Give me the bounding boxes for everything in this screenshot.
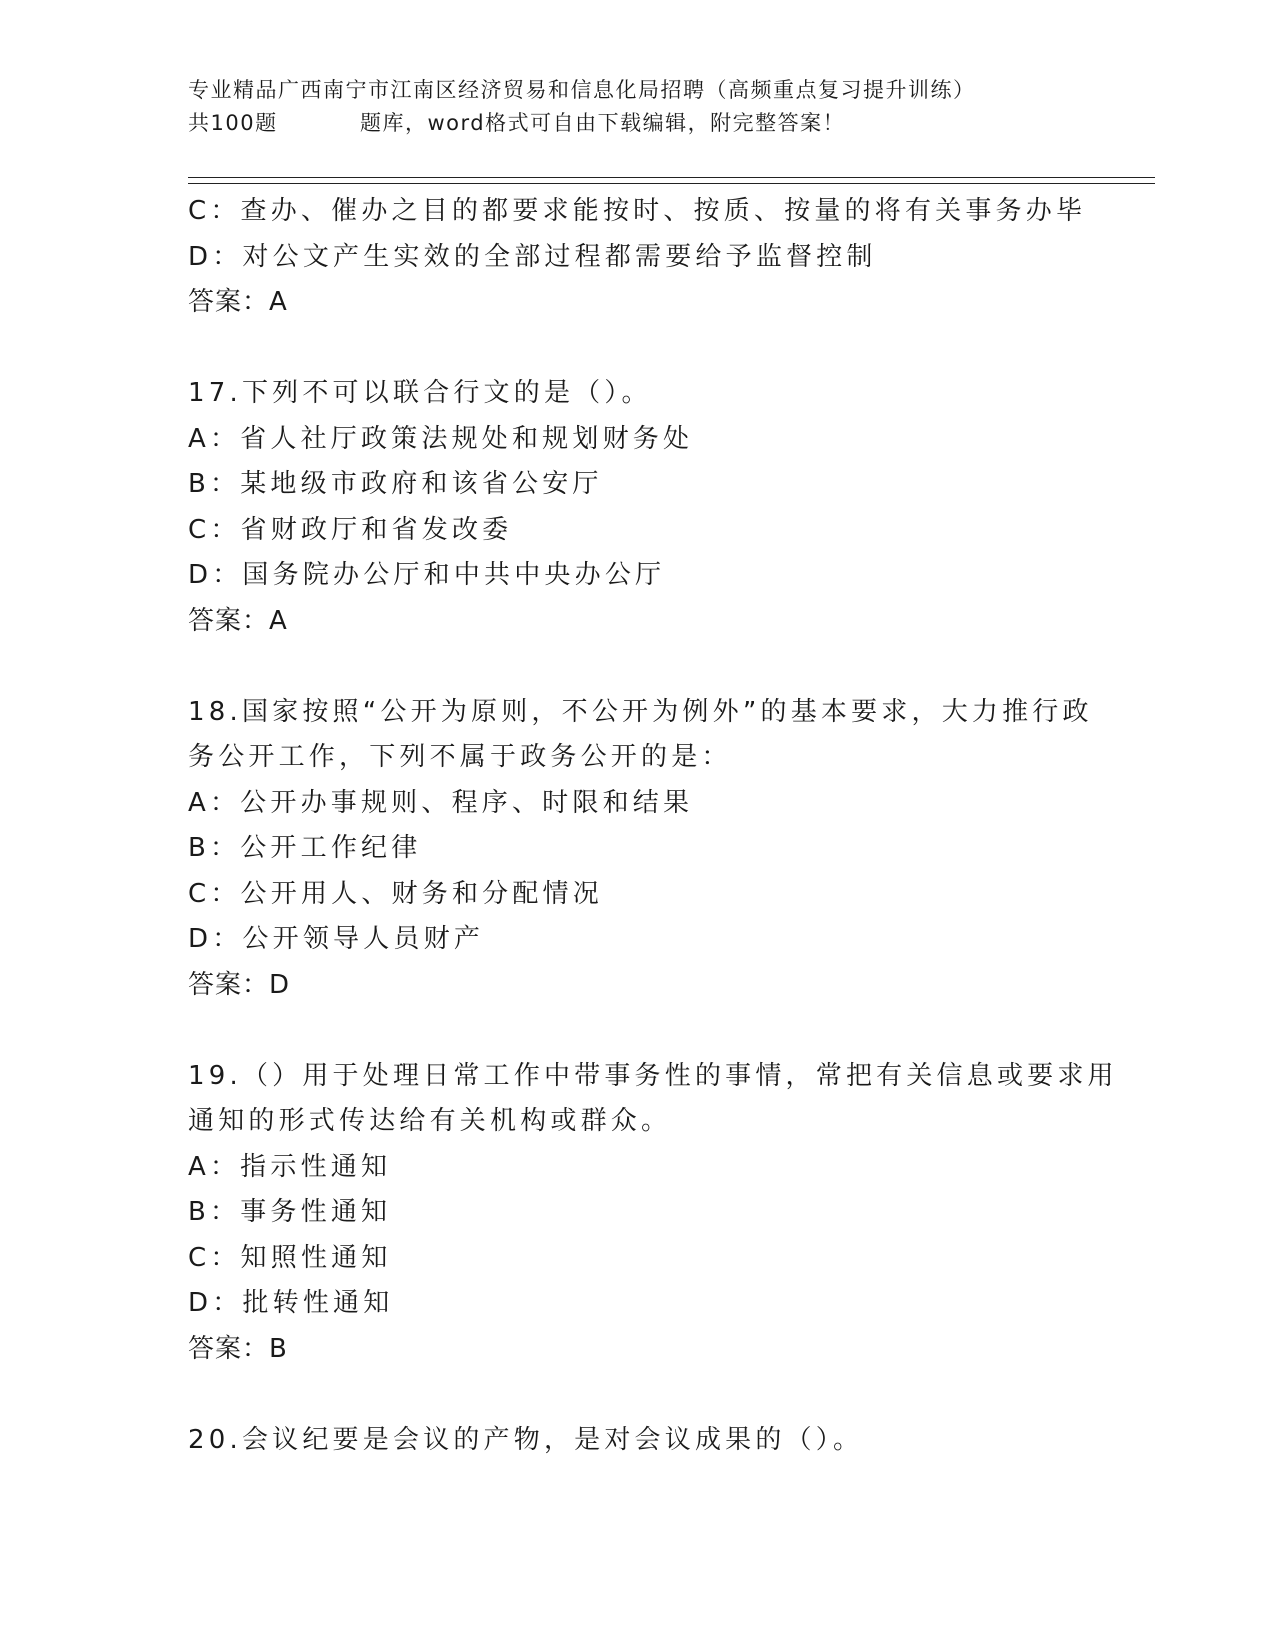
option-c: C：查办、催办之目的都要求能按时、按质、按量的将有关事务办毕: [188, 196, 1087, 226]
question-stem-line-1: 19.（）用于处理日常工作中带事务性的事情，常把有关信息或要求用: [188, 1060, 1118, 1091]
answer-line: 答案：A: [188, 287, 288, 317]
document-subtitle: 题库，word格式可自由下载编辑，附完整答案！: [360, 111, 846, 135]
question-block-17: [188, 371, 1088, 644]
question-stem: 20.会议纪要是会议的产物，是对会议成果的（）。: [188, 1424, 864, 1455]
question-block-18: [188, 690, 1093, 1009]
answer-line: 答案：B: [188, 1333, 288, 1364]
spacer: [188, 644, 1088, 690]
question-list: [188, 189, 1118, 1463]
header-divider-bottom: [188, 183, 1155, 184]
document-subtitle-row: [188, 107, 1148, 140]
option-c: C：知照性通知: [188, 1242, 392, 1273]
option-d: D：国务院办公厅和中共中央办公厅: [188, 560, 666, 590]
question-block-16-tail: [188, 189, 1088, 326]
document-header: [188, 74, 1148, 140]
question-count: 共100题: [188, 111, 278, 135]
option-d: D：公开领导人员财产: [188, 924, 485, 954]
answer-line: 答案：D: [188, 969, 291, 1000]
option-c: C：公开用人、财务和分配情况: [188, 878, 603, 909]
question-block-19: [188, 1054, 1118, 1373]
question-block-20: [188, 1418, 1088, 1464]
option-a: A：公开办事规则、程序、时限和结果: [188, 787, 694, 818]
option-d: D：对公文产生实效的全部过程都需要给予监督控制: [188, 241, 877, 272]
spacer: [188, 1008, 1088, 1054]
question-stem: 17.下列不可以联合行文的是（）。: [188, 378, 652, 408]
option-d: D：批转性通知: [188, 1288, 394, 1318]
option-a: A：省人社厅政策法规处和规划财务处: [188, 423, 694, 454]
option-a: A：指示性通知: [188, 1151, 392, 1182]
option-b: B：某地级市政府和该省公安厅: [188, 469, 603, 499]
question-stem-line-2: 务公开工作，下列不属于政务公开的是：: [188, 742, 732, 772]
question-stem-line-1: 18.国家按照“公开为原则，不公开为例外”的基本要求，大力推行政: [188, 696, 1093, 727]
spacer: [188, 1372, 1088, 1418]
header-divider-top: [188, 177, 1155, 178]
option-b: B：公开工作纪律: [188, 833, 422, 863]
answer-line: 答案：A: [188, 605, 288, 636]
spacer: [188, 326, 1088, 372]
option-b: B：事务性通知: [188, 1197, 392, 1227]
document-title: 专业精品广西南宁市江南区经济贸易和信息化局招聘（高频重点复习提升训练）: [188, 78, 976, 102]
option-c: C：省财政厅和省发改委: [188, 514, 513, 545]
question-stem-line-2: 通知的形式传达给有关机构或群众。: [188, 1106, 672, 1136]
